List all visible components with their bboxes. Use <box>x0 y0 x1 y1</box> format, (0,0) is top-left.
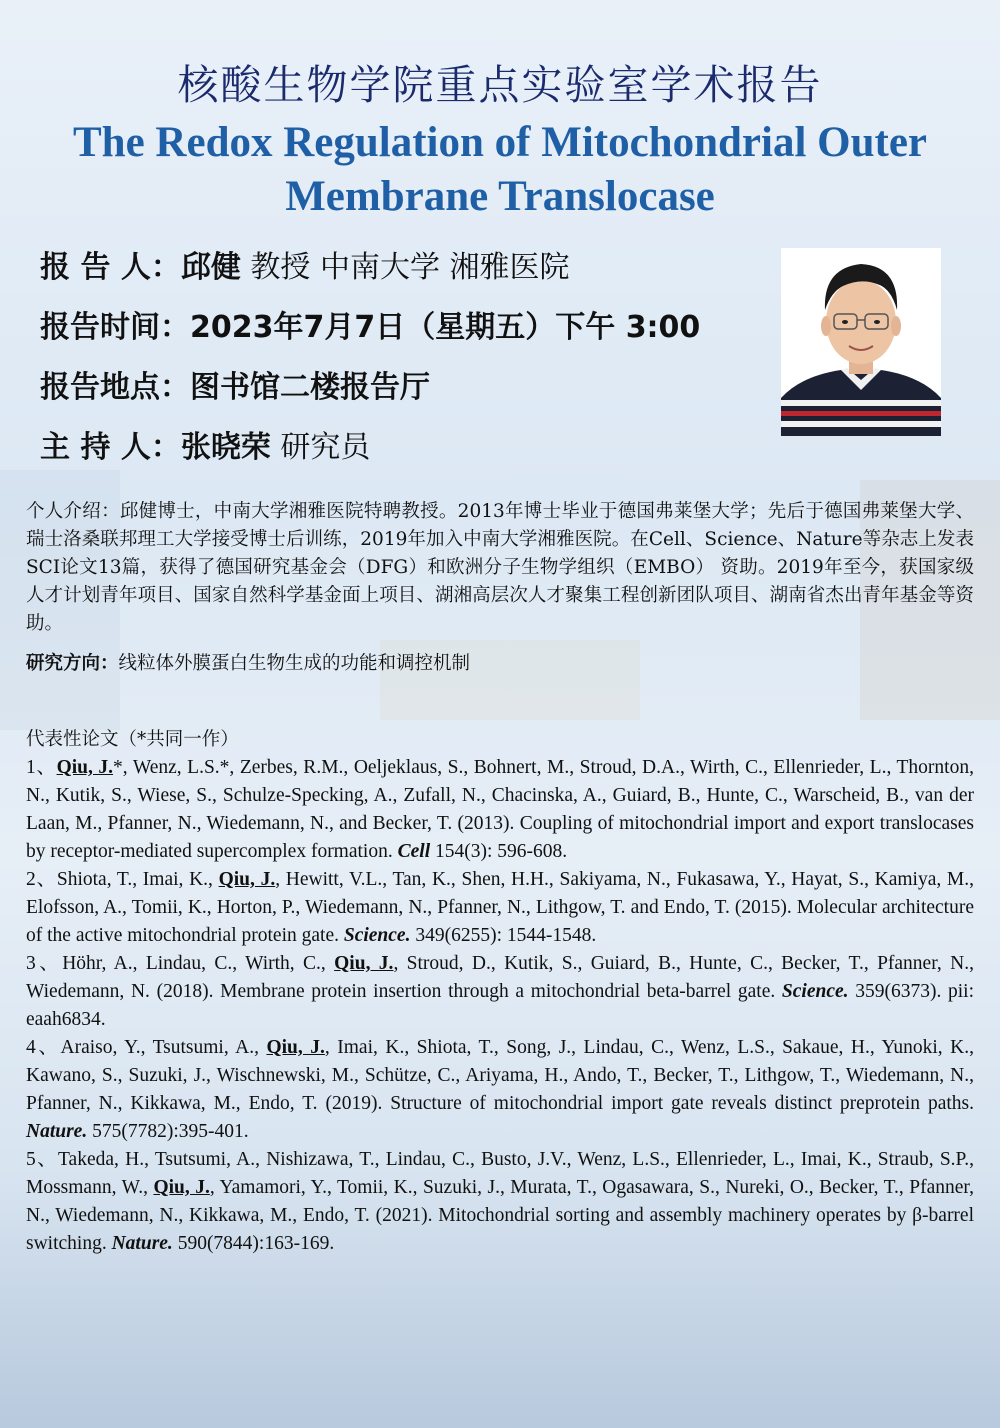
paper-journal: Nature. <box>111 1233 173 1254</box>
paper-number: 2、 <box>26 869 57 890</box>
time-row <box>40 302 700 346</box>
host-title: 研究员 <box>270 430 371 465</box>
research-text: 线粒体外膜蛋白生物生成的功能和调控机制 <box>118 653 471 674</box>
speaker-affiliation: 教授 中南大学 湘雅医院 <box>240 250 570 285</box>
place-value: 图书馆二楼报告厅 <box>190 370 430 405</box>
speaker-photo <box>781 248 941 436</box>
paper-item-3 <box>26 950 974 1034</box>
paper-journal: Science. <box>781 981 849 1002</box>
host-row <box>40 422 370 466</box>
paper-item-1 <box>26 754 974 866</box>
paper-authors-after: , Hewitt, V.L., Tan, K., Shen, H.H., Sakiyama, N., Fukasawa, Y., Hayat, S., Kamiya, M., Elofsson, A., Tomii, K., Horton, P., Wiedemann, N., Pfanner, N., Lithgow, T. and Endo, T. (2015). Molecular architecture of the active mitochondrial protein gate. <box>26 869 974 946</box>
paper-number: 5、 <box>26 1149 58 1170</box>
paper-item-5 <box>26 1146 974 1258</box>
speaker-row <box>40 242 570 286</box>
paper-journal: Cell <box>397 841 431 862</box>
paper-pi-name: Qiu, J. <box>153 1177 210 1198</box>
time-label: 报告时间： <box>40 310 190 345</box>
paper-number: 4、 <box>26 1037 61 1058</box>
paper-authors-after: , Stroud, D., Kutik, S., Guiard, B., Hunte, C., Becker, T., Pfanner, N., Wiedemann, N. (2018). Membrane protein insertion through a mitochondrial beta-barrel gate. <box>26 953 974 1002</box>
paper-pi-name: Qiu, J. <box>56 757 114 778</box>
paper-citation: 154(3): 596-608. <box>430 841 568 862</box>
host-name: 张晓荣 <box>180 430 271 465</box>
paper-authors-after: , Imai, K., Shiota, T., Song, J., Lindau, C., Wenz, L.S., Sakaue, H., Yunoki, K., Kawano, S., Suzuki, J., Wischnewski, M., Schütze, C., Ariyama, H., Ando, T., Becker, T., Lithgow, T., Wiedemann, N., Pfanner, N., Kikkawa, M., Endo, T. (2019). Structure of mitochondrial import gate reveals distinct preprotein paths. <box>26 1037 975 1114</box>
paper-number: 1、 <box>26 757 57 778</box>
paper-authors-after: *, Wenz, L.S.*, Zerbes, R.M., Oeljeklaus, S., Bohnert, M., Stroud, D.A., Wirth, C., Ellenrieder, L., Thornton, N., Kutik, S., Wiese, S., Schulze-Specking, A., Zufall, N., Chacinska, A., Guiard, B., Hunte, C., Warscheid, B., van der Laan, M., Pfanner, N., Wiedemann, N., and Becker, T. (2013). Coupling of mitochondrial import and export translocases by receptor-mediated supercomplex formation. <box>26 757 974 862</box>
paper-number: 3、 <box>26 953 63 974</box>
page-title-chinese: 核酸生物学院重点实验室学术报告 <box>177 61 823 109</box>
paper-pi-name: Qiu, J. <box>266 1037 325 1058</box>
page-title-english: The Redox Regulation of Mitochondrial Outer Membrane Translocase <box>73 119 927 220</box>
place-label: 报告地点： <box>40 370 190 405</box>
research-label: 研究方向： <box>26 653 119 674</box>
speaker-introduction <box>26 498 974 638</box>
paper-item-2 <box>26 866 974 950</box>
intro-text: 邱健博士，中南大学湘雅医院特聘教授。2013年博士毕业于德国弗莱堡大学；先后于德国弗莱堡大学、瑞士洛桑联邦理工大学接受博士后训练，2019年加入中南大学湘雅医院。在Cell、Science、Nature等杂志上发表SCI论文13篇，获得了德国研究基金会（DFG）和欧洲分子生物学组织（EMBO） 资助。2019年至今，获国家级人才计划青年项目、国家自然科学基金面上项目、湖湘高层次人才聚集工程创新团队项目、湖南省杰出青年基金等资助。 <box>26 501 974 634</box>
paper-authors-after: , Yamamori, Y., Tomii, K., Suzuki, J., Murata, T., Ogasawara, S., Nureki, O., Becker, T., Pfanner, N., Wiedemann, N., Kikkawa, M., Endo, T. (2021). Mitochondrial sorting and assembly machinery operates by β-barrel switching. <box>26 1177 975 1254</box>
paper-citation: 575(7782):395-401. <box>87 1121 249 1142</box>
paper-authors-before: Araiso, Y., Tsutsumi, A., <box>60 1037 267 1058</box>
paper-item-4 <box>26 1034 974 1146</box>
paper-journal: Nature. <box>26 1121 88 1142</box>
speaker-label: 报 告 人： <box>40 250 181 285</box>
time-value: 2023年7月7日（星期五）下午 3:00 <box>190 310 701 345</box>
paper-citation: 590(7844):163-169. <box>172 1233 335 1254</box>
paper-pi-name: Qiu, J. <box>218 869 276 890</box>
paper-citation: 359(6373). pii: eaah6834. <box>26 981 974 1030</box>
paper-pi-name: Qiu, J. <box>334 953 394 974</box>
paper-authors-before: Takeda, H., Tsutsumi, A., Nishizawa, T., Lindau, C., Busto, J.V., Wenz, L.S., Ellenrieder, L., Imai, K., Straub, S.P., Mossmann, W., <box>26 1149 974 1198</box>
speaker-portrait-illustration <box>781 248 941 436</box>
research-direction <box>26 650 974 678</box>
place-row <box>40 362 430 406</box>
paper-authors-before: Shiota, T., Imai, K., <box>56 869 219 890</box>
paper-journal: Science. <box>343 925 411 946</box>
papers-list <box>26 754 974 1258</box>
papers-heading: 代表性论文（*共同一作） <box>26 729 239 750</box>
paper-authors-before: Höhr, A., Lindau, C., Wirth, C., <box>62 953 335 974</box>
speaker-name: 邱健 <box>180 250 241 285</box>
paper-citation: 349(6255): 1544-1548. <box>410 925 597 946</box>
intro-label: 个人介绍： <box>26 501 120 522</box>
host-label: 主 持 人： <box>40 430 181 465</box>
